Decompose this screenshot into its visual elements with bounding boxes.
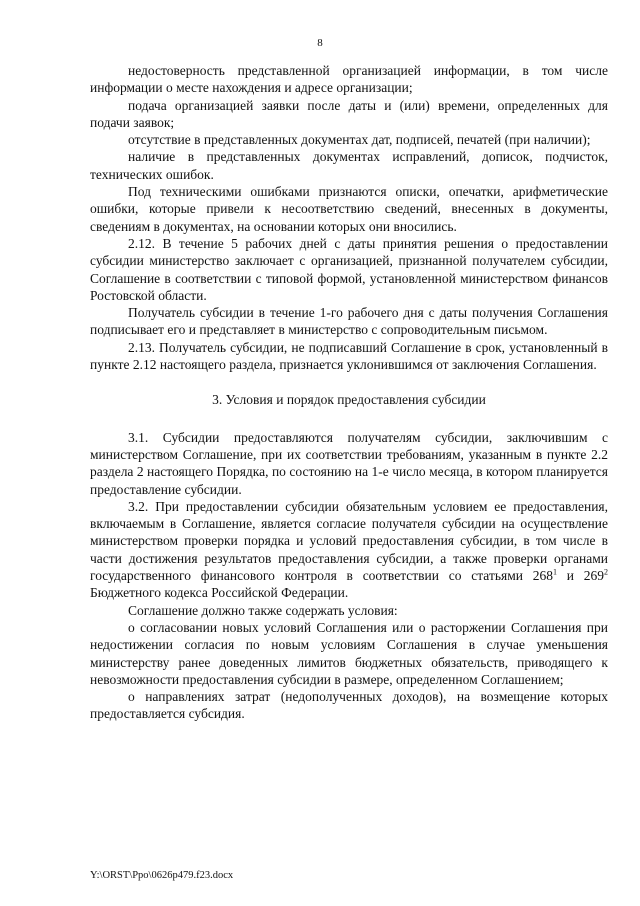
paragraph-technical-errors: Под техническими ошибками признаются описки, опечатки, арифметические ошибки, которые привели к несоответствию сведений, внесенных в документы, сведениям в документах, на основании которых они вносились.: [90, 184, 608, 234]
superscript-1: 1: [553, 567, 557, 577]
paragraph-3-2-middle: и 269: [557, 568, 605, 584]
paragraph-termination-condition: о согласовании новых условий Соглашения или о расторжении Соглашения при недостижении согласия по новым условиям Соглашения в случае уменьшения министерству ранее доведенных лимитов бюджетных обязательств, приводящего к невозможности предоставления субсидии в размере, определенном Соглашением;: [90, 619, 608, 687]
paragraph-3-1: 3.1. Субсидии предоставляются получателям субсидии, заключившим с министерством Соглашение, при их соответствии требованиям, указанным в пункте 2.2 раздела 2 настоящего Порядка, по состоянию на 1-е число месяца, в котором планируется предоставление субсидии.: [90, 429, 608, 497]
paragraph-late-application: подача организацией заявки после даты и (или) времени, определенных для подачи заявок;: [90, 97, 608, 130]
paragraph-2-13: 2.13. Получатель субсидии, не подписавший Соглашение в срок, установленный в пункте 2.12 настоящего раздела, признается уклонившимся от заключения Соглашения.: [90, 339, 608, 373]
paragraph-3-2: [90, 498, 608, 602]
paragraph-3-2-text: 3.2. При предоставлении субсидии обязательным условием ее предоставления, включаемым в Соглашение, является согласие получателя субсидии на осуществление министерством проверки порядка и условий предоставления субсидии, в том числе в части достижения результатов предоставления субсидии, а также проверки органами государственного финансового контроля в соответствии со статьями 268: [90, 498, 608, 584]
paragraph-conditions-intro: Соглашение должно также содержать условия:: [128, 602, 398, 618]
paragraph-corrections: наличие в представленных документах исправлений, дописок, подчисток, технических ошибок.: [90, 149, 608, 182]
paragraph-2-12: 2.12. В течение 5 рабочих дней с даты принятия решения о предоставлении субсидии министерство заключает с организацией, признанной получателем субсидии, Соглашение в соответствии с типовой формой, установленной министерством финансов Ростовской области.: [90, 235, 608, 303]
paragraph-cost-directions: о направлениях затрат (недополученных доходов), на возмещение которых предоставляется субсидия.: [90, 689, 608, 722]
superscript-2: 2: [604, 567, 609, 577]
paragraph-unreliable-info: недостоверность представленной организацией информации, в том числе информации о месте нахождения и адресе организации;: [90, 63, 608, 96]
paragraph-3-2-end: Бюджетного кодекса Российской Федерации.: [90, 585, 349, 601]
paragraph-missing-details: отсутствие в представленных документах дат, подписей, печатей (при наличии);: [128, 132, 591, 148]
paragraph-signing: Получатель субсидии в течение 1-го рабочего дня с даты получения Соглашения подписывает его и представляет в министерство с сопроводительным письмом.: [90, 305, 608, 338]
document-body: [90, 62, 608, 723]
page-number: 8: [317, 37, 323, 49]
footer-file-path: Y:\ORST\Ppo\0626p479.f23.docx: [90, 870, 234, 881]
section-heading: 3. Условия и порядок предоставления субсидии: [212, 392, 486, 408]
